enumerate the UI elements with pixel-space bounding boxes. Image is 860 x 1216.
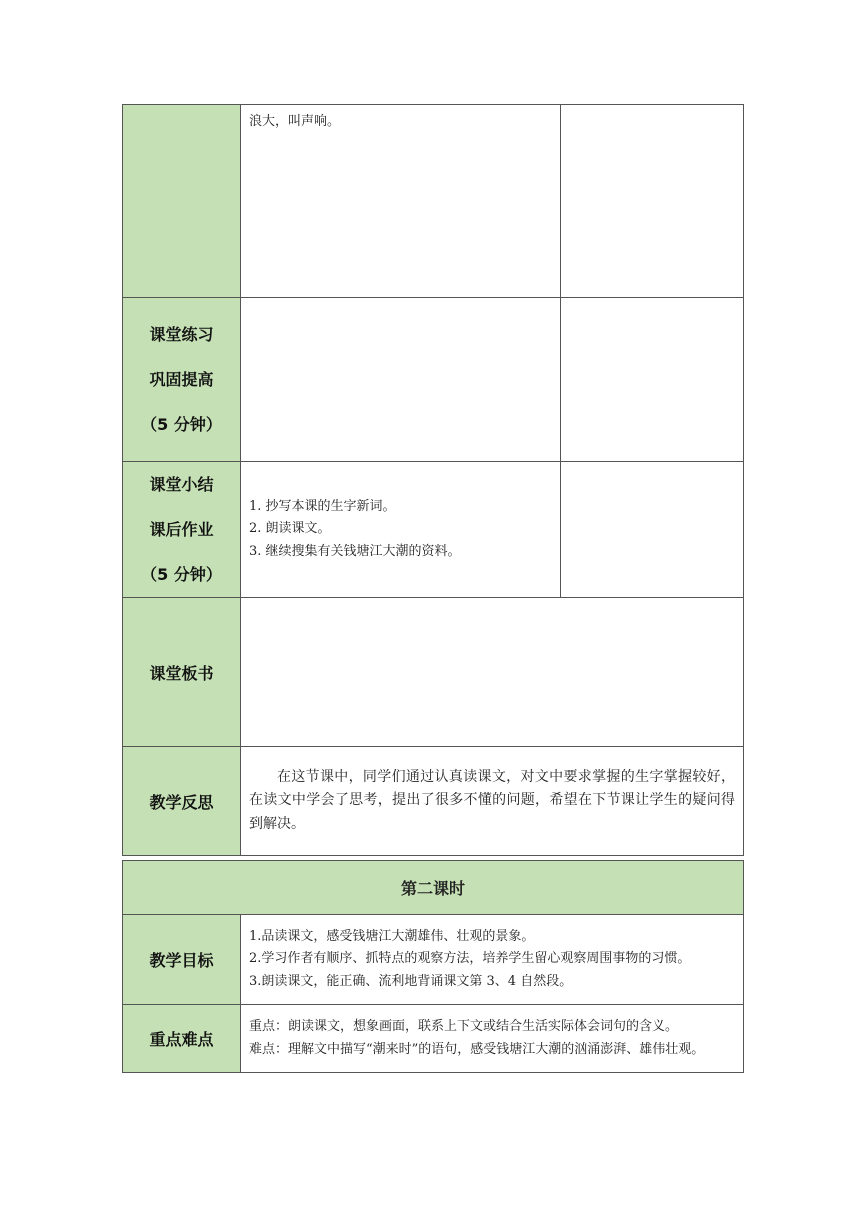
board-cell — [241, 598, 744, 747]
list-item: 2.学习作者有顺序、抓特点的观察方法，培养学生留心观察周围事物的习惯。 — [249, 951, 691, 967]
row-label-practice — [123, 298, 241, 462]
label-line: 课堂练习 — [149, 325, 214, 344]
reflection-text: 在这节课中，同学们通过认真读课文，对文中要求掌握的生字掌握较好，在读文中学会了思考，提出了很多不懂的问题，希望在下节课让学生的疑问得到解决。 — [241, 747, 744, 856]
table-row — [123, 462, 744, 598]
table-row — [123, 747, 744, 856]
second-lesson-table — [122, 860, 744, 1073]
table-row — [123, 598, 744, 747]
row-label-empty — [123, 105, 241, 298]
row-label-keypoints — [123, 1005, 241, 1073]
notes-cell — [561, 298, 744, 462]
notes-cell — [561, 462, 744, 598]
row-label-summary — [123, 462, 241, 598]
list-item: 2. 朗读课文。 — [249, 521, 331, 537]
label-text: 重点难点 — [149, 1030, 214, 1049]
label-line: 课堂小结 — [149, 475, 214, 494]
section-header: 第二课时 — [123, 861, 744, 915]
list-item: 3.朗读课文，能正确、流利地背诵课文第 3、4 自然段。 — [249, 973, 573, 989]
list-item: 难点：理解文中描写“潮来时”的语句，感受钱塘江大潮的汹涌澎湃、雄伟壮观。 — [249, 1041, 705, 1057]
label-line: （5 分钟） — [141, 565, 222, 584]
content-cell — [241, 105, 561, 298]
label-line: 课后作业 — [149, 520, 214, 539]
label-line: 巩固提高 — [149, 370, 214, 389]
table-row — [123, 861, 744, 915]
goals-list — [241, 915, 744, 1005]
label-line: （5 分钟） — [141, 415, 222, 434]
lesson-plan-table — [122, 104, 744, 856]
row-label-goals — [123, 915, 241, 1005]
list-item: 重点：朗读课文，想象画面，联系上下文或结合生活实际体会词句的含义。 — [249, 1019, 679, 1034]
label-text: 教学目标 — [149, 951, 214, 970]
keypoints-list — [241, 1005, 744, 1073]
content-text: 浪大，叫声响。 — [249, 114, 341, 129]
table-row — [123, 915, 744, 1005]
label-text: 课堂板书 — [149, 663, 214, 683]
list-item: 3. 继续搜集有关钱塘江大潮的资料。 — [249, 543, 461, 559]
list-item: 1.品读课文，感受钱塘江大潮雄伟、壮观的景象。 — [249, 928, 535, 944]
table-row — [123, 1005, 744, 1073]
label-text: 教学反思 — [149, 792, 214, 812]
notes-cell — [561, 105, 744, 298]
content-cell — [241, 298, 561, 462]
row-label-board — [123, 598, 241, 747]
row-label-reflection — [123, 747, 241, 856]
table-row — [123, 298, 744, 462]
list-item: 1. 抄写本课的生字新词。 — [249, 498, 396, 514]
homework-list — [241, 462, 561, 598]
table-row — [123, 105, 744, 298]
